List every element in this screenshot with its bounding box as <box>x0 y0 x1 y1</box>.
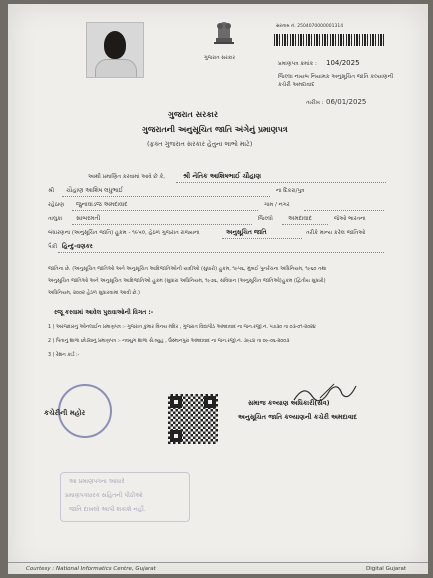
taluka-label: તાલુકા <box>48 216 63 222</box>
district-label: જિલ્લો <box>258 216 273 222</box>
line6-prefix: પૈકી <box>48 244 58 250</box>
line2-suffix: ના દિકરા/પુત્ર <box>276 188 305 194</box>
document-item-1: 1 ) અરજદારનું ઓનલાઈન પ્રમાણપત્ર :- ગુજરાત કુમાર વિનય મંદિર , ગુજરાત વિદ્યાપીઠ અમદાવાદ ના જન.રજી.નં. ૫૭૩૦ તા ૦૩-૦૧-૨૦૨૪ <box>48 325 316 330</box>
residence-label: રહેઠાણ <box>48 202 65 208</box>
issuer-line1: જિલ્લા નાયબ નિયામક અનુસૂચિત જાતિ કલ્યાણની <box>278 74 394 80</box>
document-item-2: 2 ) પિતાનું શાળા છોડ્યાનું પ્રમાણપત્ર :- નવયુગ શાળા સે.વ્યુહ , ઉસ્માનપુરા અમદાવાદ ના જન.રજી.નં. ૩૯૮૪ તા ૦૯-૦૬-૨૦૦૩ <box>48 339 290 344</box>
caste-category: અનુસૂચિત જાતિ <box>226 229 267 236</box>
line4-suffix: જેઓ ભારતના <box>334 216 366 222</box>
caste-name: હિન્દુ-વણકર <box>62 243 93 250</box>
line5-text: બંધારણના (અનુસૂચિત જાતિ) હુકમ - ૧૯૫૦, હેઠળ ગુજરાત રાજ્યના <box>48 230 200 236</box>
line1-prefix: આથી પ્રમાણિત કરવામાં આવે છે કે, <box>88 174 166 180</box>
footer-rule <box>8 562 428 563</box>
residence-line <box>72 210 258 211</box>
officer-designation: સમાજ કલ્યાણ અધિકારી(સેવ) <box>248 399 330 407</box>
footer-brand: Digital Gujarat <box>366 566 407 572</box>
documents-heading: રજૂ કરવામાં આવેલ પુરાવાઓની વિગત :- <box>54 309 154 316</box>
applicant-photo <box>86 22 144 78</box>
certificate-page <box>8 4 428 574</box>
father-name: ચૌહાણ આશિષ લધુભાઈ <box>66 187 124 194</box>
holder-name-line <box>176 182 386 183</box>
caste-name-line <box>58 252 384 253</box>
gov-title: ગુજરાત સરકાર <box>168 110 218 119</box>
line5-suffix: તરીકે માન્ય કરેલ જાતિઓ <box>306 230 366 236</box>
state-emblem-icon <box>208 16 240 52</box>
restriction-stamp <box>60 472 190 522</box>
seal-label: કચેરીની મહોર <box>44 409 86 417</box>
issuer-line2: કચેરી અમદાવાદ <box>278 82 315 88</box>
issue-date: 06/01/2025 <box>326 98 367 106</box>
line2-prefix: શ્રી <box>48 188 55 194</box>
photo-face <box>104 31 126 59</box>
date-label: તારીખ : <box>306 100 324 106</box>
residence-value: જુનાવાડજ અમદાવાદ <box>76 201 128 208</box>
serial-number: સરનામ નં. 2504070000001314 <box>276 24 344 29</box>
application-no-label: પ્રમાણપત્ર ક્રમાંક : <box>278 61 317 67</box>
village-label: ગામ / નગર <box>264 202 290 208</box>
legal-para-line1: જાતિના છે. (અનુસૂચિત જાતિઓ અને અનુસૂચિત આદિજાતિઓની યાદીઓ (સુધારો) હુકમ, ૧૯૫૬, મુંબઈ પુનર્રચના અધિનિયમ, ૧૯૬૦ તથા <box>48 266 327 272</box>
taluka-line <box>72 224 252 225</box>
emblem-caption: ગુજરાત સરકાર <box>204 55 236 61</box>
officer-office: અનુસૂચિત જાતિ કલ્યાણની કચેરી અમદાવાદ <box>238 413 358 421</box>
stamp-line3: જાતિ દાખલો આપી શકાશે નહીં. <box>69 506 146 513</box>
district-value: અમદાવાદ <box>288 215 312 222</box>
holder-name: શ્રી નૈતિક આશિષભાઈ ચૌહાણ <box>183 172 262 180</box>
qr-code <box>168 394 218 444</box>
caste-line <box>222 238 302 239</box>
father-name-line <box>62 196 270 197</box>
legal-para-line3: અધિનિયમ, ૨૦૦૨ હેઠળ સુધારવામાં આવી છે.) <box>48 290 140 296</box>
application-no: 104/2025 <box>326 59 360 67</box>
stamp-line1: આ પ્રમાણપત્રના આધારે <box>69 478 125 485</box>
photo-shirt <box>95 59 137 78</box>
certificate-subtitle: (ફક્ત ગુજરાત સરકાર હેતુના લાભો માટે) <box>147 140 253 148</box>
taluka-value: સાબરમતી <box>76 215 101 222</box>
footer-credit: Courtesy : National Informatics Centre, Gujarat <box>26 566 156 572</box>
district-line <box>282 224 328 225</box>
document-item-3: 3 ) રેશન કાર્ડ :- <box>48 353 80 358</box>
legal-para-line2: અનુસૂચિત જાતિઓ અને અનુસૂચિત આદિજાતિઓ હુકમ (સુધારા અધિનિયમ, ૧૯૭૬, સંવિધાન (અનુસૂચિત જાતિઓ)હુકમ (દ્વિતીય સુધારો) <box>48 278 326 284</box>
barcode <box>274 34 386 46</box>
certificate-title: ગુજરાતની અનુસૂચિત જાતિ અંગેનું પ્રમાણપત્ર <box>142 125 288 134</box>
village-line <box>304 210 384 211</box>
stamp-line2: પ્રમાણપત્રધારક સહિતની પીઠીઓ <box>65 492 143 499</box>
